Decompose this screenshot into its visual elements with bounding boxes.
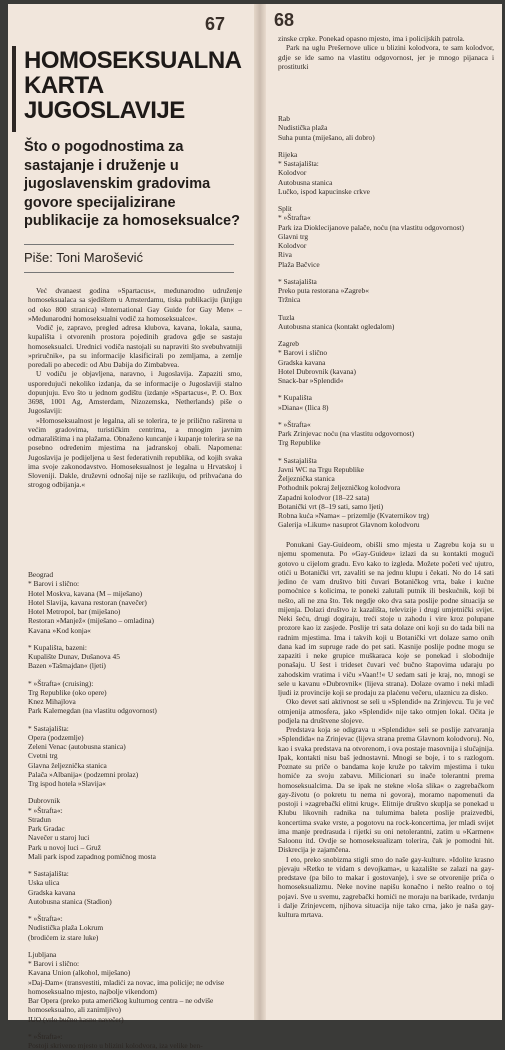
listing-line: Javni WC na Trgu Republike <box>278 464 364 474</box>
listing-line: Autobusna stanica (kontakt ogledalom) <box>278 321 395 331</box>
body-paragraph: zinske crpke. Ponekad opasno mjesto, ima i policijskih patrola. <box>278 34 465 43</box>
listing-line: Knez Mihajlova <box>28 697 76 706</box>
body-right-bottom <box>278 540 494 919</box>
listing-spacer <box>278 385 494 393</box>
listing-line: Hotel Slavija, kavana restoran (navečer) <box>28 597 147 607</box>
article-standfirst: Što o pogodnostima za sastajanje i druženje u jugoslavenskim gradovima govore specijalizirane publikacije za homoseksualce? <box>24 139 240 229</box>
listing-line: Pothodnik pokraj željezničkog kolodvora <box>278 483 401 493</box>
listing-line: * »Štrafta« (cruising): <box>28 678 94 688</box>
page-number-right: 68 <box>274 10 295 30</box>
listing-line: Kavana »Kod konja« <box>28 625 91 635</box>
listing-spacer <box>28 906 242 914</box>
body-paragraph: Park na uglu Prešernove ulice u blizini kolodvora, te sam kolodvor, gdje se ide samo na vlastitu odgovornost, jer je mnogo pijanaca i prostitutki <box>278 43 494 71</box>
listing-line: Kolodvor <box>278 168 307 178</box>
listing-line: Nudistička plaža <box>278 123 328 133</box>
listing-line: Kavana Union (alkohol, miješano) <box>28 968 131 978</box>
listing-line: Dubrovnik <box>28 796 61 806</box>
listing-line: Park Gradac <box>28 824 65 833</box>
listing-line: (brodićem iz stare luke) <box>28 932 99 942</box>
listing-line: Trg ispod hotela »Slavija« <box>28 779 106 788</box>
listing-right <box>278 114 494 530</box>
listing-line: Park iza Dioklecijanove palače, noću (na vlastitu odgovornost) <box>278 222 464 232</box>
listing-line: Kolodvor <box>278 241 307 250</box>
listing-line: Snack-bar »Splendid« <box>278 376 344 385</box>
listing-line: Tuzla <box>278 312 295 322</box>
listing-line: Restoran »Manjež« (miješano – omladina) <box>28 616 155 626</box>
body-right-top <box>278 34 494 71</box>
listing-line: Botanički vrt (8–19 sati, samo ljeti) <box>278 501 384 511</box>
listing-line: Stradun <box>28 814 51 824</box>
listing-line: Opera (podzemlje) <box>28 732 84 742</box>
listing-line: * Kupališta, bazeni: <box>28 642 87 652</box>
listing-line: Palača »Albanija« (podzemni prolaz) <box>28 769 139 779</box>
listing-spacer <box>28 1024 242 1032</box>
listing-spacer <box>278 412 494 420</box>
listing-line: Trg Republike <box>278 438 321 448</box>
listing-line: Hotel Moskva, kavana (M – miješano) <box>28 588 143 598</box>
article-byline: Piše: Toni Marošević <box>24 250 143 265</box>
listing-line: Glavna željeznička stanica <box>28 760 107 770</box>
listing-line: Tržnica <box>278 295 301 305</box>
body-paragraph: Ponukani Gay-Guideom, obišli smo mjesta u Zagrebu koja su u njemu spomenuta. Po »Gay-Guideu« izlazi da su kontakti mogući gotovo u cijelom gradu. Evo kako to izgleda. Možete početi već ujutro, otići u Botanički vrt, zavaliti se na jednu klupu i čekati. No do 14 sati jedino će vam društvo biti čuvari Botaničkog vrta, bake i kućne pomoćnice s kolicima, te poneki zalutali putnik ili beskućnik, koji bi nešto, ali ne zna što. Tek negdje oko dva sata poslije podne situacija se mijenja. Dolazi društvo iz kazališta, televizije i drugi umjetnički svijet. Neki šeću, drugi dogiraju, treći stoje u zahodu i vire kroz polupane prozore kao iz zasjede. Poslije tri sata dolaze oni koji su do tada bili na radnim mjestima. Ima i takvih koji u Botanički vrt dolaze samo onih dana kad im supruge rade do pet sati. Kasnije poslije podne mogu se zapaziti i neke grupice muškaraca koje se ponekad i slobodnije ponašaju. U šest i trideset čuvari već bučno štapovima udaraju po zahodskim vratima i viču »Vaan!!« U sedam sati je kraj, no, mnogi se sele u kavanu »Dubrovnik« (lijeva strana). Dolaze ovamo i neki mladi ljudi iz provincije koji se prodaju za plaćenu večeru, ulaznicu za disko. <box>278 540 494 697</box>
listing-line: Gradska kavana <box>28 887 76 897</box>
listing-line: Uska ulica <box>28 878 60 888</box>
listing-line: Suha punta (miješano, ali dobro) <box>278 132 375 142</box>
newspaper-spread <box>8 4 502 1050</box>
listing-line: Robna kuća »Nama« – prizemlje (Kvaternikov trg) <box>278 511 429 520</box>
listing-line: IUO (vrlo bučno kasno navečer) <box>28 1014 124 1024</box>
listing-line: * Barovi i slično <box>278 348 328 358</box>
listing-line: Gradska kavana <box>278 357 326 367</box>
listing-line: Glavni trg <box>278 231 309 241</box>
listing-spacer <box>28 861 242 869</box>
listing-line: Riva <box>278 250 292 260</box>
listing-spacer <box>28 635 242 643</box>
listing-line: Hotel Metropol, bar (miješano) <box>28 607 121 616</box>
listing-line: Postoji skriveno mjesto u blizini kolodvora, iza velike ben- <box>28 1041 203 1050</box>
body-paragraph: I eto, preko snobizma stigli smo do naše gay-kulture. »Idolite krasno pjevaju »Retko te vidam s devojkama«, u kazalište se zalazi na gay-predstave (pa bilo to makar i gostovanje), i sve se otvorenije priča o homoseksualizmu. Neke novine napišu konačno i nešto realno o toj pojavi. Sve u svemu, zagrebački homići ne moraju na barikade, tvrdanju i dalje Zrinjevcem, njihova situacija nije tako crna, jako je naša gay-kultura mrtava. <box>278 854 494 919</box>
listing-line: Cvetni trg <box>28 751 58 761</box>
listing-spacer <box>28 716 242 724</box>
listing-line: * Kupališta <box>278 393 312 403</box>
body-paragraph: Već dvanaest godina »Spartacus«, međunarodno udruženje homoseksualaca sa sjedištem u Amsterdamu, tiska publikaciju (knjigu od oko 800 stranica) »International Gay Guide for Gay Men« – »Međunarodni homoseksualni vodič za homoseksualce«. <box>28 286 242 323</box>
listing-spacer <box>28 942 242 950</box>
listing-line: * Barovi i slično: <box>28 579 80 589</box>
listing-line: Ljubljana <box>28 949 57 959</box>
listing-line: Nudistička plaža Lokrum <box>28 923 104 933</box>
listing-line: Park u novoj luci – Gruž <box>28 842 101 852</box>
listing-line: Beograd <box>28 570 54 579</box>
listing-line: Rijeka <box>278 149 298 159</box>
listing-line: Bazen »Tašmajdan« (ljeti) <box>28 661 106 671</box>
listing-line: Mali park ispod zapadnog pomičnog mosta <box>28 851 156 861</box>
listing-line: Park Zrinjevac noću (na vlastitu odgovornost) <box>278 429 415 438</box>
listing-line: * »Štrafta« <box>278 213 311 223</box>
listing-line: Željeznička stanica <box>278 474 335 483</box>
listing-line: * Sastajališta <box>278 455 317 465</box>
listing-spacer <box>28 788 242 796</box>
listing-spacer <box>278 305 494 313</box>
listing-line: Split <box>278 204 292 213</box>
headline-rule <box>12 46 16 132</box>
article-headline: HOMOSEKSUALNA KARTA JUGOSLAVIJE <box>24 47 241 124</box>
listing-line: * Barovi i slično: <box>28 959 80 968</box>
listing-line: Zapadni kolodvor (18–22 sata) <box>278 492 370 502</box>
listing-spacer <box>28 671 242 679</box>
listing-spacer <box>278 196 494 204</box>
listing-line: Zeleni Venac (autobusna stanica) <box>28 742 126 751</box>
body-paragraph: Oko devet sati aktivnost se seli u »Splendid« na Zrinjevcu. Tu je već otmjenija atmosfera, jako »Splendid« nije tako otmjen lokal. Očita je podjela na društvene slojeve. <box>278 697 494 725</box>
listing-line: * Sastajališta: <box>278 159 319 168</box>
listing-line: * »Štrafta«: <box>28 805 63 815</box>
listing-line: Bar Opera (preko puta američkog kulturnog centra – ne odviše homoseksualno, ali zanimljivo) <box>28 996 214 1015</box>
listing-line: Rab <box>278 114 290 123</box>
listing-line: Trg Republike (oko opere) <box>28 687 107 697</box>
listing-line: Autobusna stanica (Stadion) <box>28 896 112 906</box>
body-paragraph: Predstava koja se odigrava u »Splendidu« seli se poslije zatvaranja »Splendida« na Zrinjevac (lijeva strana prema Glavnom kolodvoru). No, kao i svaka predstava na otvorenom, i ova postaje masovnija i slučajnija. Ipak, kontakti nisu baš jednostavni. Mnogi se boje, i to s razlogom. Poznate su priče o bandama koje kruže po takvim mjestima i tuku homiće za svoju zabavu. Milicionari su inače tolerantni prema homoseksualcima. Da se ipak ne steknе »loša slika« o zagrebačkom gay-životu (o pokretu tu nema ni govora), moramo napomenuti da postoji i »zagrebački elitni krug«. Elitnije društvo skuplja se ponekad u Klubu likovnih radnika na tulumima baleta poslije praizvedbi, koncertima svake vrste, a pogotovu na rock-koncertima, jer mladi svijet ima manje predrasuda i rijetki su oni netolerantni, zatim u »Karmen« Saloonu itd. Ovdje se homoseksualizam tolerira, čak je pomodni hit. Diskrecija je zajamčena. <box>278 725 494 855</box>
listing-line: Kupalište Dunav, Dušanova 45 <box>28 652 120 661</box>
listing-line: Autobusna stanica <box>278 177 333 187</box>
listing-spacer <box>278 448 494 456</box>
body-paragraph: U vodiču je objavljena, naravno, i Jugoslavija. Zapaziti smo, usporedujući nekoliko izdanja, da se informacije o Jugoslaviji stalno dopunjuju. Evo što u jednom godištu (izdanje »Spartacus«, P. O. Box 3698, 1001 Ag, Amsterdam, Nizozemska, Netherlands) piše o Jugoslaviji: <box>28 369 242 416</box>
listing-line: Plaža Bačvice <box>278 259 320 269</box>
listing-line: * »Štrafta«: <box>28 914 63 923</box>
listing-spacer <box>278 331 494 339</box>
listing-line: »Daj-Dam« (transvestiti, mladići za novac, ima policije; ne odvise homoseksualno mjesto, najbolje vikendom) <box>28 977 225 996</box>
byline-rule-top <box>24 244 234 245</box>
byline-rule-bottom <box>24 272 234 273</box>
listing-line: * »Štrafta« <box>278 419 311 429</box>
page-number-left: 67 <box>205 14 226 34</box>
listing-line: Preko puta restorana »Zagreb« <box>278 286 369 295</box>
body-paragraph: Vodič je, zapravo, pregled adresa klubova, kavana, lokala, sauna, kupališta i otvorenih prostora pojedinih gradova gdje se sastaju homoseksualci. Urednici vodiča nastojali su napraviti što svebuhvatniji »priručnik«, pa su informacije klasificirali po zemljama, a zemlje poredali po abecedi: od Abu Dabija do Zimbabvea. <box>28 323 242 369</box>
body-left-column <box>28 286 242 490</box>
listing-line: Park Kalemegdan (na vlastitu odgovornost) <box>28 706 157 716</box>
listing-line: »Diana« (Ilica 8) <box>278 402 329 412</box>
body-paragraph: »Homoseksualnost je legalna, ali se tolerira, te je prilično raširena u većim gradovima, turističkim centrima, a mnogim javnim odmaralištima i na plažama. Obnaženo kuncanje i kupanje tolerira se na posebno određenim mjestima na jadranskoj obali. Napomena: Jugoslavija je podijeljena u šest federativnih republika, od kojih svaka ima svoje zakonodavstvo. Homoseksualnost je legalna u Hrvatskoj i Sloveniji. Dakle, druževni odnošaj nije se razlikuju, od prihvaćana do strogog odbijanja.« <box>28 415 242 490</box>
listing-line: Lučko, ispod kapucinske crkve <box>278 186 370 196</box>
listing-spacer <box>278 142 494 150</box>
listing-line: Zagreb <box>278 339 299 348</box>
listing-line: Hotel Dubrovnik (kavana) <box>278 366 356 376</box>
listing-line: * Sastajališta: <box>28 723 69 733</box>
listing-spacer <box>278 269 494 277</box>
listing-line: * »Štrafta«: <box>28 1031 63 1041</box>
listing-line: * Sastajališta <box>278 276 317 286</box>
page-fold <box>254 4 266 1020</box>
listing-line: Galerija »Likum« nasuprot Glavnom kolodvoru <box>278 520 420 530</box>
listing-line: * Sastajališta: <box>28 869 69 878</box>
listing-left <box>28 570 242 1050</box>
listing-line: Navečer u starој luci <box>28 833 90 843</box>
